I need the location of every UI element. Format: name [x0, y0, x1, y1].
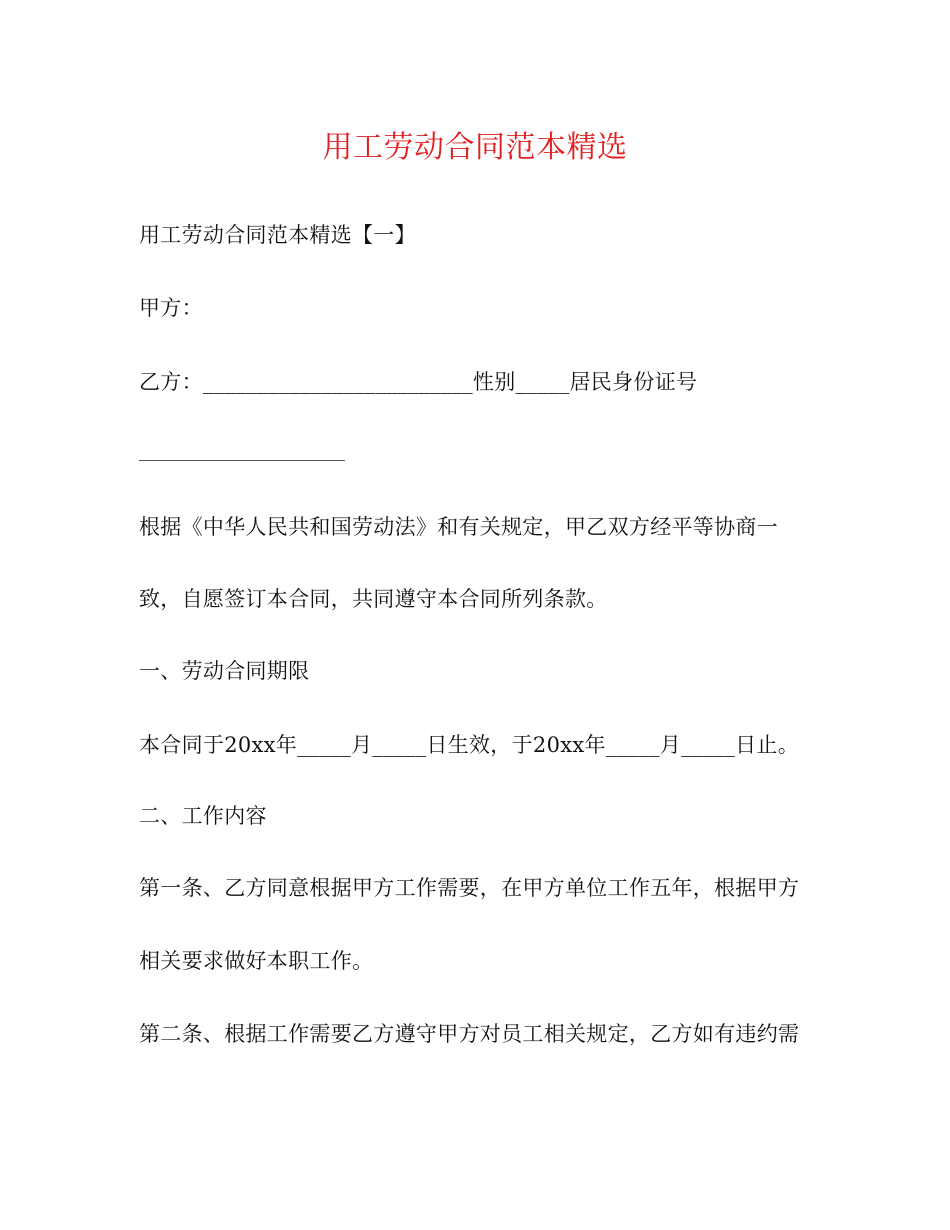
id-number-blank-line	[139, 460, 345, 461]
clause-heading-term: 一、劳动合同期限	[139, 659, 310, 683]
paragraph-line: 第二条、根据工作需要乙方遵守甲方对员工相关规定，乙方如有违约需	[139, 1022, 800, 1046]
section-heading-one: 用工劳动合同范本精选【一】	[139, 223, 416, 247]
paragraph-line: 本合同于20xx年_____月_____日生效，于20xx年_____月_____日止。	[139, 733, 800, 757]
party-a-line: 甲方：	[139, 296, 203, 320]
clause-heading-work: 二、工作内容	[139, 804, 267, 828]
document-title: 用工劳动合同范本精选	[322, 130, 628, 165]
paragraph-line: 相关要求做好本职工作。	[139, 949, 374, 973]
paragraph-line: 第一条、乙方同意根据甲方工作需要，在甲方单位工作五年，根据甲方	[139, 876, 800, 900]
paragraph-line: 根据《中华人民共和国劳动法》和有关规定，甲乙双方经平等协商一	[139, 515, 778, 539]
party-b-line: 乙方：_________________________性别_____居民身份证号	[139, 370, 698, 394]
paragraph-line: 致，自愿签订本合同，共同遵守本合同所列条款。	[139, 587, 608, 611]
